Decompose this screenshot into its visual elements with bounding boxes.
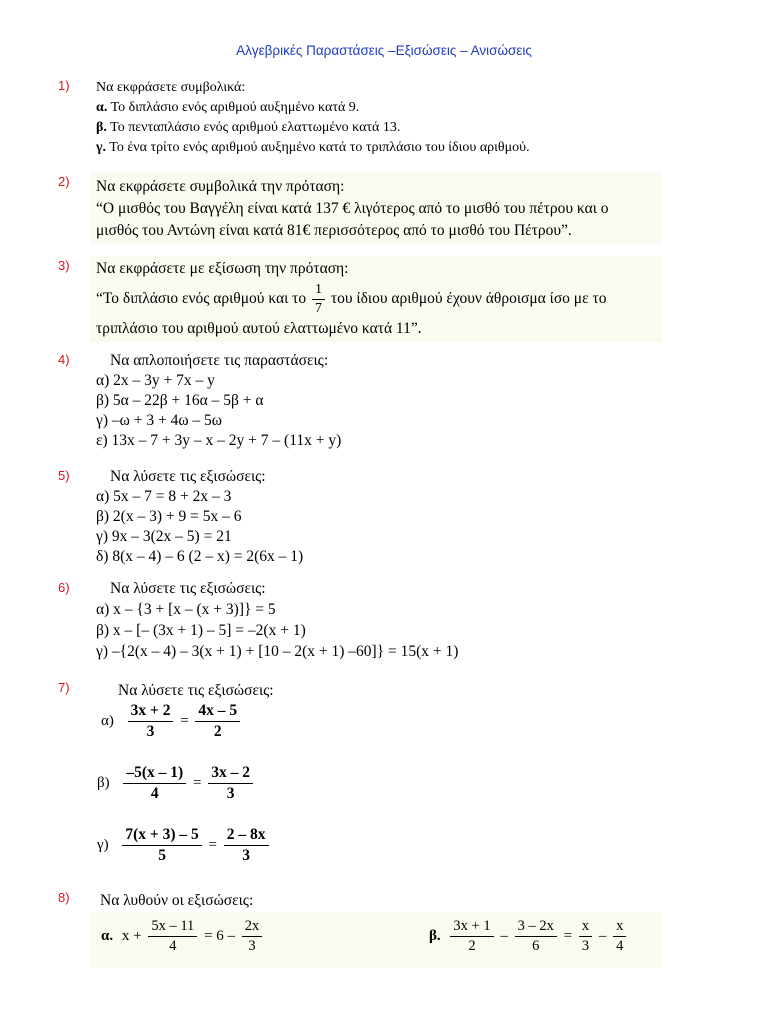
exercise-intro: Να λύσετε τις εξισώσεις: (110, 468, 266, 485)
fraction: $\frac{3x + 1}{2}$ (450, 918, 493, 954)
exercise-intro: Να απλοποιήσετε τις παραστάσεις: (110, 352, 329, 369)
exercise-text: “Το διπλάσιο ενός αριθμού και το $\frac{1}{7}$ του ίδιου αριθμού έχουν άθροισμα ίσο με το (96, 282, 607, 317)
expression: ε) 13x – 7 + 3y – x – 2y + 7 – (11x + y) (96, 432, 342, 449)
equation: γ) 9x – 3(2x – 5) = 21 (96, 528, 232, 545)
fraction-equation: γ) $\frac{7(x + 3) - 5}{5}$ = $\frac{2 - 8x}{3}$ (96, 826, 271, 865)
fraction: $\frac{1}{7}$ (312, 282, 325, 317)
fraction: $\frac{2x}{3}$ (242, 918, 263, 954)
equation: β) x – [– (3x + 1) – 5] = –2(x + 1) (96, 622, 306, 639)
equation: γ) –{2(x – 4) – 3(x + 1) + [10 – 2(x + 1) –60]} = 15(x + 1) (96, 643, 459, 660)
fraction-equation: β. $\frac{3x + 1}{2}$ – $\frac{3 - 2x}{6}$ = $\frac{x}{3}$ – $\frac{x}{4}$ (428, 918, 628, 954)
equation: β) 2(x – 3) + 9 = 5x – 6 (96, 508, 242, 525)
exercise-text: τριπλάσιο του αριθμού αυτού ελαττωμένο κατά 11”. (96, 320, 422, 337)
exercise-item: β. Το πενταπλάσιο ενός αριθμού ελαττωμένο κατά 13. (96, 120, 401, 135)
fraction: $\frac{x}{3}$ (579, 918, 592, 954)
expression: β) 5α – 22β + 16α – 5β + α (96, 392, 264, 409)
exercise-item: γ. Το ένα τρίτο ενός αριθμού αυξημένο κατά το τριπλάσιο του ίδιου αριθμού. (96, 140, 530, 155)
fraction: $\frac{4x - 5}{2}$ (195, 702, 240, 741)
exercise-number: 1) (58, 78, 70, 93)
fraction: $\frac{5x - 11}{4}$ (148, 918, 197, 954)
exercise-item: α. Το διπλάσιο ενός αριθμού αυξημένο κατά 9. (96, 100, 360, 115)
exercise-intro: Να λυθούν οι εξισώσεις: (100, 892, 254, 909)
fraction-equation: β) $\frac{-5(x - 1)}{4}$ = $\frac{3x - 2}{3}$ (96, 764, 255, 803)
exercise-intro: Να λύσετε τις εξισώσεις: (110, 580, 266, 597)
expression: γ) –ω + 3 + 4ω – 5ω (96, 412, 222, 429)
exercise-number: 2) (58, 174, 70, 189)
equation: α) x – {3 + [x – (x + 3)]} = 5 (96, 601, 276, 618)
exercise-text: “Ο μισθός του Βαγγέλη είναι κατά 137 € λιγότερος από το μισθό του πέτρου και ο (96, 200, 609, 217)
exercise-intro: Να λύσετε τις εξισώσεις: (118, 682, 274, 699)
exercise-number: 8) (58, 890, 70, 905)
equation: δ) 8(x – 4) – 6 (2 – x) = 2(6x – 1) (96, 548, 304, 565)
exercise-text: μισθός του Αντώνη είναι κατά 81€ περισσότερος από το μισθό του Πέτρου”. (96, 222, 572, 239)
fraction-equation: α. x + $\frac{5x - 11}{4}$ = 6 – $\frac{2x}{3}$ (100, 918, 264, 954)
exercise-intro: Να εκφράσετε συμβολικά: (96, 80, 246, 95)
fraction-equation: α) $\frac{3x + 2}{3}$ = $\frac{4x - 5}{2}$ (100, 702, 242, 741)
fraction: $\frac{x}{4}$ (613, 918, 626, 954)
exercise-number: 4) (58, 352, 70, 367)
fraction: $\frac{3 - 2x}{6}$ (515, 918, 557, 954)
exercise-number: 5) (58, 468, 70, 483)
exercise-intro: Να εκφράσετε με εξίσωση την πρόταση: (96, 260, 349, 277)
fraction: $\frac{3x + 2}{3}$ (128, 702, 174, 741)
fraction: $\frac{3x - 2}{3}$ (208, 764, 253, 803)
expression: α) 2x – 3y + 7x – y (96, 372, 215, 389)
exercise-number: 3) (58, 258, 70, 273)
exercise-number: 7) (58, 680, 70, 695)
equation: α) 5x – 7 = 8 + 2x – 3 (96, 488, 232, 505)
fraction: $\frac{7(x + 3) - 5}{5}$ (122, 826, 201, 865)
page-title: Αλγεβρικές Παραστάσεις –Εξισώσεις – Ανισώσεις (236, 43, 532, 58)
exercise-intro: Να εκφράσετε συμβολικά την πρόταση: (96, 178, 345, 195)
exercise-number: 6) (58, 580, 70, 595)
fraction: $\frac{-5(x - 1)}{4}$ (123, 764, 186, 803)
fraction: $\frac{2 - 8x}{3}$ (224, 826, 269, 865)
